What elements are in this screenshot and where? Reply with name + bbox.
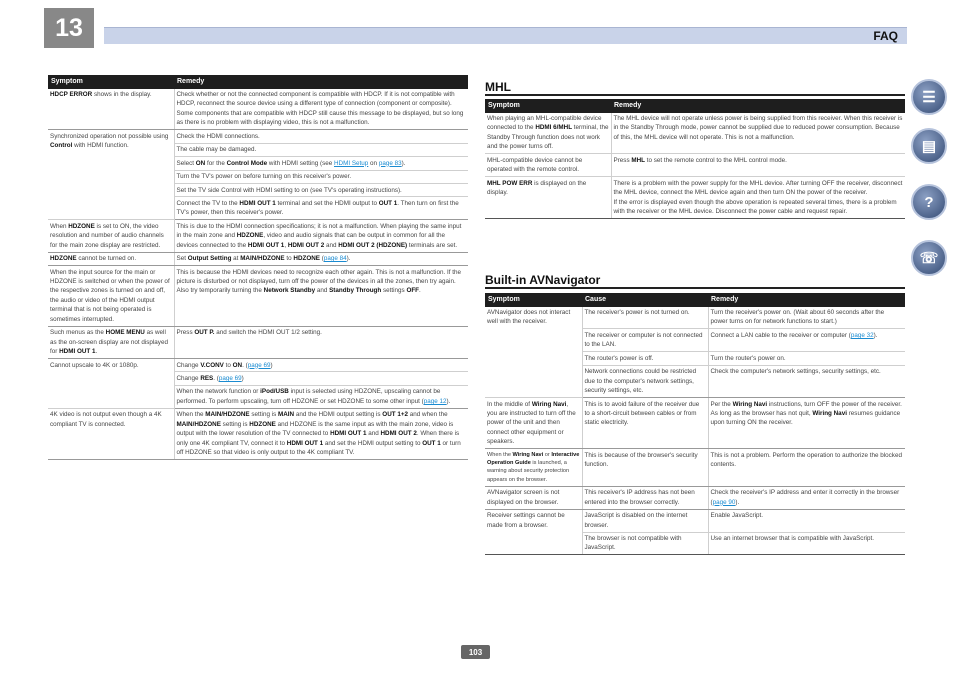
- mhl-table: [485, 99, 905, 219]
- receiver-icon[interactable]: ▤: [911, 128, 947, 164]
- remedy-cell: Change RES. (page 69): [174, 372, 468, 385]
- table-row: [48, 266, 468, 327]
- page-link[interactable]: page 12: [423, 397, 447, 405]
- section-label: FAQ: [873, 29, 898, 43]
- symptom-cell: Synchronized operation not possible using Control with HDMI function.: [48, 130, 174, 220]
- page-number-text: 103: [468, 647, 483, 657]
- symptom-header: Symptom: [48, 75, 174, 89]
- cause-cell: This is because of the browser's security function.: [582, 449, 708, 487]
- remedy-cell: Turn the router's power on.: [708, 352, 905, 365]
- page-link[interactable]: page 32: [850, 331, 874, 339]
- table-row: [48, 359, 468, 372]
- table-row: [485, 154, 905, 177]
- cause-header: Cause: [582, 293, 708, 307]
- header-bar: [104, 27, 907, 44]
- remedy-cell: Turn the receiver's power on. (Wait about 60 seconds after the power turns on for network functions to start.): [708, 307, 905, 329]
- table-row: [485, 307, 905, 329]
- table-header-row: [485, 99, 905, 113]
- remedy-cell: Enable JavaScript.: [708, 509, 905, 532]
- avnavigator-table: [485, 293, 905, 555]
- remedy-cell: Use an internet browser that is compatible with JavaScript.: [708, 532, 905, 555]
- symptom-cell: Cannot upscale to 4K or 1080p.: [48, 359, 174, 409]
- cause-cell: This receiver's IP address has not been entered into the browser correctly.: [582, 486, 708, 509]
- symptom-cell: AVNavigator screen is not displayed on the browser.: [485, 486, 582, 509]
- book-icon[interactable]: ☰: [911, 79, 947, 115]
- table-row: [48, 326, 468, 358]
- cause-cell: Network connections could be restricted due to the computer's network settings, security settings, etc.: [582, 365, 708, 397]
- remedy-cell: Press OUT P. and switch the HDMI OUT 1/2 setting.: [174, 326, 468, 358]
- chapter-number: [44, 8, 94, 48]
- symptom-cell: 4K video is not output even though a 4K compliant TV is connected.: [48, 408, 174, 459]
- cause-cell: JavaScript is disabled on the internet browser.: [582, 509, 708, 532]
- remedy-cell: Check the HDMI connections.: [174, 130, 468, 143]
- remedy-cell: Connect the TV to the HDMI OUT 1 terminal and set the HDMI output to OUT 1. Then turn on first the TV's power, then this receiver's power.: [174, 197, 468, 220]
- page-link[interactable]: page 84: [323, 255, 347, 263]
- question-icon[interactable]: ?: [911, 184, 947, 220]
- hdmi-setup-link[interactable]: HDMI Setup: [334, 159, 369, 167]
- symptom-header: Symptom: [485, 99, 611, 113]
- table-row: [48, 252, 468, 265]
- remedy-cell: Per the Wiring Navi instructions, turn OFF the power of the receiver. As long as the browser has not quit, Wiring Navi resumes guidance upon turning ON the receiver.: [708, 398, 905, 449]
- cause-cell: The receiver's power is not turned on.: [582, 307, 708, 329]
- symptom-cell: Receiver settings cannot be made from a browser.: [485, 509, 582, 555]
- symptom-cell: When HDZONE is set to ON, the video resolution and number of audio channels for the main zone display are restricted.: [48, 220, 174, 252]
- remedy-cell: Check the computer's network settings, security settings, etc.: [708, 365, 905, 397]
- table-row: [485, 509, 905, 532]
- remedy-cell: Connect a LAN cable to the receiver or computer (page 32).: [708, 329, 905, 352]
- remedy-cell: Turn the TV's power on before turning on this receiver's power.: [174, 170, 468, 183]
- symptom-cell: MHL-compatible device cannot be operated with the remote control.: [485, 154, 611, 177]
- remedy-cell: There is a problem with the power supply for the MHL device. After turning OFF the receiver, disconnect the MHL device, connect the MHL device again and then turn ON the power of the receiver. If the error is displayed even though the above operation is repeated several times, there is a problem with the receiver or the MHL device. Disconnect the power cable and request repair.: [611, 177, 905, 219]
- symptom-cell: MHL POW ERR is displayed on the display.: [485, 177, 611, 219]
- page-number: [461, 645, 490, 659]
- symptom-cell: HDCP ERROR shows in the display.: [48, 89, 174, 130]
- chapter-number-text: 13: [55, 13, 83, 42]
- table-row: [48, 89, 468, 130]
- remedy-cell: This is not a problem. Perform the operation to authorize the blocked contents.: [708, 449, 905, 487]
- remedy-cell: The MHL device will not operate unless power is being supplied from this receiver. When this receiver is in the Standby Through mode, power cannot be supplied due to reduced power consumption. Because of this, the MHL device will not operate. This is not a malfunction.: [611, 113, 905, 154]
- phone-icon[interactable]: ☏: [911, 240, 947, 276]
- table-row: [48, 408, 468, 459]
- remedy-header: Remedy: [174, 75, 468, 89]
- remedy-cell: Check the receiver's IP address and enter it correctly in the browser (page 90).: [708, 486, 905, 509]
- remedy-cell: This is because the HDMI devices need to recognize each other again. This is not a malfunction. If the picture is disturbed or not displayed, turn off the power of the devices in all the zones, then try again. Also try temporarily turning the Network Standby and Standby Through settings OFF.: [174, 266, 468, 327]
- table-header-row: [485, 293, 905, 307]
- cause-cell: The router's power is off.: [582, 352, 708, 365]
- page-link[interactable]: page 69: [247, 361, 271, 369]
- table-row: [485, 449, 905, 487]
- avnavigator-title: Built-in AVNavigator: [485, 273, 601, 287]
- remedy-cell: Press MHL to set the remote control to the MHL control mode.: [611, 154, 905, 177]
- remedy-cell: When the MAIN/HDZONE setting is MAIN and the HDMI output setting is OUT 1+2 and when the MAIN/HDZONE setting is HDZONE and HDZONE is the same input as with the main zone, video is output with the lower resolution of the TV connected to HDMI OUT 1 and HDMI OUT 2. When there is only one 4K compliant TV, connect it to HDMI OUT 1 and set the HDMI output setting to OUT 1 or turn off HDZONE so that video is only output to the 4K compliant TV.: [174, 408, 468, 459]
- symptom-cell: HDZONE cannot be turned on.: [48, 252, 174, 265]
- table-row: [485, 177, 905, 219]
- symptom-cell: AVNavigator does not interact well with the receiver.: [485, 307, 582, 398]
- page-link[interactable]: page 90: [712, 498, 736, 506]
- remedy-cell: The cable may be damaged.: [174, 143, 468, 156]
- remedy-header: Remedy: [611, 99, 905, 113]
- cause-cell: This is to avoid failure of the receiver due to a short-circuit between cables or from static electricity.: [582, 398, 708, 449]
- remedy-cell: Set the TV side Control with HDMI setting to on (see TV's operating instructions).: [174, 184, 468, 197]
- hdmi-troubleshooting-table: [48, 75, 468, 460]
- symptom-header: Symptom: [485, 293, 582, 307]
- symptom-cell: When playing an MHL-compatible device connected to the HDMI 6/MHL terminal, the Standby Through function does not work and the power turns off.: [485, 113, 611, 154]
- page-link[interactable]: page 83: [378, 159, 402, 167]
- cause-cell: The receiver or computer is not connected to the LAN.: [582, 329, 708, 352]
- remedy-cell: Set Output Setting at MAIN/HDZONE to HDZONE (page 84).: [174, 252, 468, 265]
- table-row: [48, 130, 468, 143]
- table-row: [485, 486, 905, 509]
- table-row: [485, 113, 905, 154]
- mhl-rule: [485, 94, 905, 96]
- remedy-cell: Select ON for the Control Mode with HDMI setting (see HDMI Setup on page 83).: [174, 157, 468, 170]
- page-link[interactable]: page 69: [218, 374, 242, 382]
- remedy-cell: Check whether or not the connected component is compatible with HDCP. If it is not compatible with HDCP, reconnect the source device using a different type of connection (component or composite). Some components that are compatible with HDCP still cause this message to be displayed, but so long as there is no problem with displaying video, this is not a malfunction.: [174, 89, 468, 130]
- symptom-cell: When the input source for the main or HDZONE is switched or when the power of the respective zones is turned on and off, the audio or video of the HDMI output terminal that is not being operated is sometimes interrupted.: [48, 266, 174, 327]
- symptom-cell: In the middle of Wiring Navi, you are instructed to turn off the power of the unit and then connect other equipment or speakers.: [485, 398, 582, 449]
- table-row: [485, 398, 905, 449]
- table-row: [48, 220, 468, 252]
- avnavigator-rule: [485, 287, 905, 289]
- remedy-header: Remedy: [708, 293, 905, 307]
- remedy-cell: Change V.CONV to ON. (page 69): [174, 359, 468, 372]
- symptom-cell: When the Wiring Navi or Interactive Operation Guide is launched, a warning about security protection appears on the browser.: [485, 449, 582, 487]
- symptom-cell: Such menus as the HOME MENU as well as the on-screen display are not displayed for HDMI OUT 1.: [48, 326, 174, 358]
- remedy-cell: When the network function or iPod/USB input is selected using HDZONE, upscaling cannot be performed. To perform upscaling, turn off HDZONE or set HDZONE to some other input (page 12).: [174, 385, 468, 408]
- mhl-title: MHL: [485, 80, 511, 94]
- cause-cell: The browser is not compatible with JavaScript.: [582, 532, 708, 555]
- remedy-cell: This is due to the HDMI connection specifications; it is not a malfunction. When playing the same input in the main zone and HDZONE, video and audio signals that can be output in common for all the devices connected to the HDMI OUT 1, HDMI OUT 2 and HDMI OUT 2 (HDZONE) terminals are set.: [174, 220, 468, 252]
- table-header-row: [48, 75, 468, 89]
